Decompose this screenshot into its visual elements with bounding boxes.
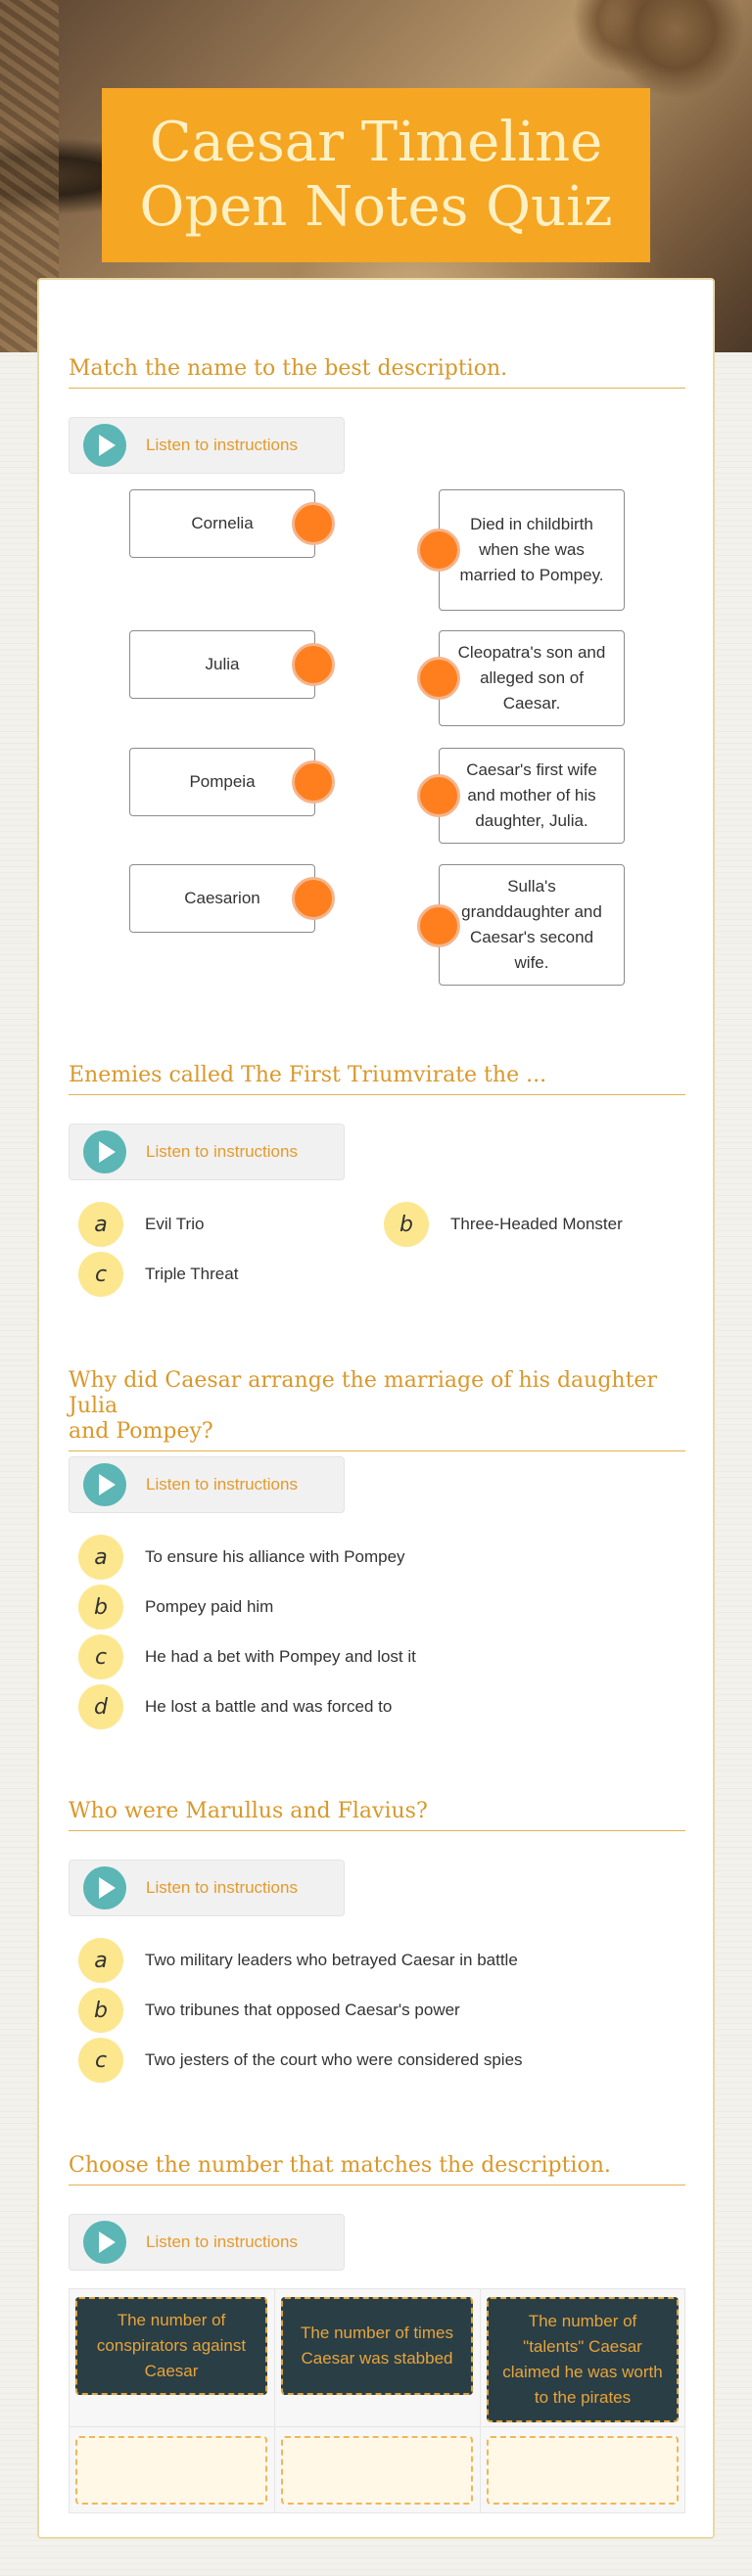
number-match-grid [69,2288,685,2513]
question-4-title: Who were Marullus and Flavius? [69,1799,685,1831]
answer-option[interactable] [78,2038,523,2083]
grid-divider [70,2426,684,2427]
match-left-item[interactable]: Cornelia [129,489,315,558]
option-letter: a [78,1202,123,1247]
question-3-title-line2: and Pompey? [69,1419,213,1444]
listen-button[interactable] [69,417,345,474]
quiz-card [37,278,715,2539]
option-letter: d [78,1684,123,1729]
quiz-title-box [102,88,650,262]
question-2-title: Enemies called The First Triumvirate the ... [69,1063,685,1095]
answer-option[interactable] [78,1535,405,1580]
option-letter: c [78,1634,123,1679]
match-right-dot[interactable] [417,657,460,700]
match-left-item[interactable]: Julia [129,630,315,699]
match-left-item[interactable]: Caesarion [129,864,315,933]
match-left-dot[interactable] [292,760,335,804]
option-letter: b [78,1585,123,1630]
listen-button[interactable] [69,1860,345,1916]
answer-option[interactable] [78,1988,460,2033]
answer-option[interactable] [78,1634,416,1679]
option-text: Two jesters of the court who were considered spies [145,2050,523,2069]
listen-button[interactable] [69,2214,345,2271]
match-right-item[interactable]: Died in childbirth when she was married to Pompey. [439,489,625,611]
number-description-card[interactable]: The number of conspirators against Caesar [75,2297,267,2395]
number-drop-zone[interactable] [487,2436,679,2505]
option-letter: b [384,1202,429,1247]
option-text: Pompey paid him [145,1597,274,1616]
number-drop-zone[interactable] [75,2436,267,2505]
match-right-dot[interactable] [417,774,460,817]
question-5-title: Choose the number that matches the description. [69,2153,685,2185]
match-right-dot[interactable] [417,529,460,572]
question-3 [69,1368,685,1720]
answer-option[interactable] [78,1202,204,1247]
answer-option[interactable] [78,1585,273,1630]
option-letter: a [78,1938,123,1983]
question-3-title [69,1368,685,1451]
play-icon [83,1130,126,1173]
option-text: Triple Threat [145,1265,239,1283]
option-text: Two tribunes that opposed Caesar's power [145,2001,460,2019]
listen-button[interactable] [69,1124,345,1180]
question-1-title: Match the name to the best description. [69,356,685,389]
play-icon [83,424,126,467]
option-letter: b [78,1988,123,2033]
match-right-item[interactable]: Caesar's first wife and mother of his daughter, Julia. [439,748,625,844]
option-letter: c [78,1252,123,1297]
option-text: He lost a battle and was forced to [145,1697,393,1716]
listen-label: Listen to instructions [146,1475,298,1494]
question-5 [69,2153,685,2515]
number-description-card[interactable]: The number of times Caesar was stabbed [281,2297,473,2395]
match-left-dot[interactable] [292,643,335,686]
option-text: Three-Headed Monster [450,1215,623,1233]
question-3-title-line1: Why did Caesar arrange the marriage of his daughter Julia [69,1368,657,1418]
option-text: He had a bet with Pompey and lost it [145,1647,416,1666]
answer-option[interactable] [384,1202,623,1247]
play-icon [83,1866,126,1909]
question-2 [69,1063,685,1288]
match-right-item[interactable]: Cleopatra's son and alleged son of Caesar. [439,630,625,726]
play-icon [83,1463,126,1506]
listen-label: Listen to instructions [146,436,298,454]
quiz-title-line1: Caesar Timeline [149,111,603,174]
match-right-item[interactable]: Sulla's granddaughter and Caesar's second wife. [439,864,625,986]
option-text: Evil Trio [145,1215,205,1233]
question-4 [69,1799,685,2073]
number-drop-zone[interactable] [281,2436,473,2505]
quiz-title-line2: Open Notes Quiz [139,175,613,239]
listen-label: Listen to instructions [146,2232,298,2251]
match-left-dot[interactable] [292,502,335,545]
grid-divider [274,2289,275,2512]
listen-label: Listen to instructions [146,1878,298,1897]
match-left-dot[interactable] [292,877,335,920]
listen-label: Listen to instructions [146,1142,298,1161]
option-text: To ensure his alliance with Pompey [145,1547,405,1566]
number-description-card[interactable]: The number of "talents" Caesar claimed he was worth to the pirates [487,2297,679,2422]
option-text: Two military leaders who betrayed Caesar in battle [145,1951,518,1969]
option-letter: a [78,1535,123,1580]
answer-option[interactable] [78,1684,392,1729]
grid-divider [480,2289,481,2512]
question-1 [69,356,685,983]
play-icon [83,2221,126,2264]
match-left-item[interactable]: Pompeia [129,748,315,816]
match-right-dot[interactable] [417,904,460,947]
listen-button[interactable] [69,1456,345,1513]
answer-option[interactable] [78,1938,518,1983]
answer-option[interactable] [78,1252,238,1297]
option-letter: c [78,2038,123,2083]
